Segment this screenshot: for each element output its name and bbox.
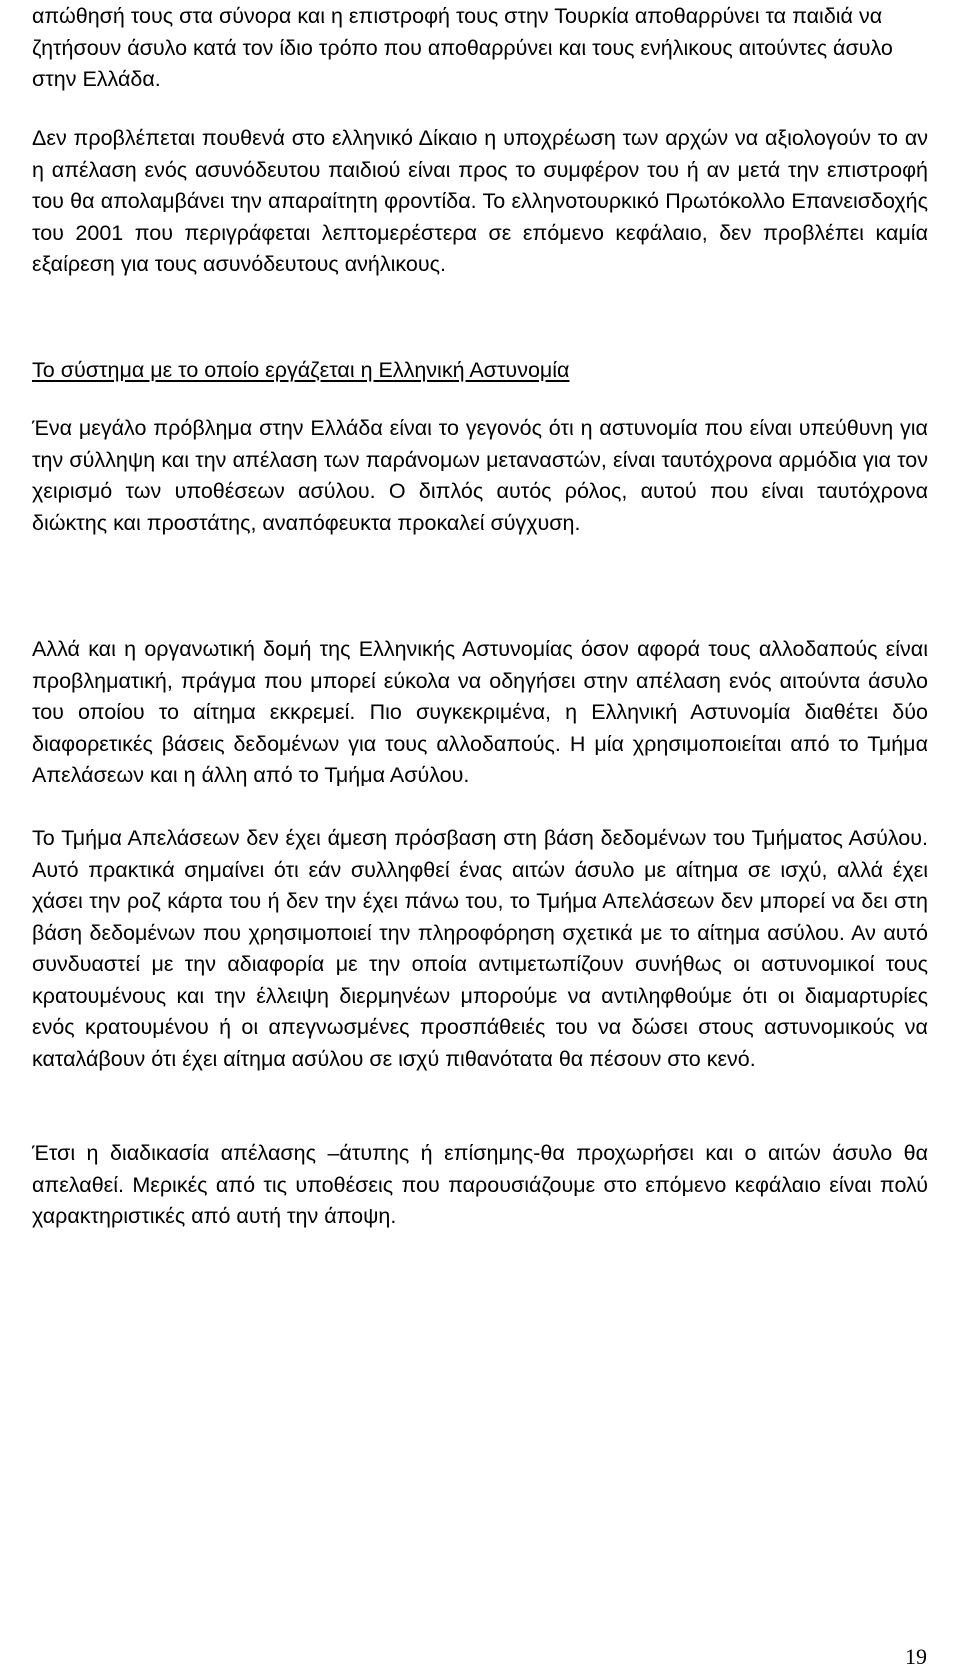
page-number: 19: [905, 1644, 927, 1669]
section-heading: Το σύστημα με το οποίο εργάζεται η Ελληνική Αστυνομία: [32, 358, 570, 382]
paragraph-5: Το Τμήμα Απελάσεων δεν έχει άμεση πρόσβαση στη βάση δεδομένων του Τμήματος Ασύλου. Αυτό πρακτικά σημαίνει ότι εάν συλληφθεί ένας αιτών άσυλο με αίτημα σε ισχύ, αλλά έχει χάσει την ροζ κάρτα του ή δεν την έχει πάνω του, το Τμήμα Απελάσεων δεν μπορεί να δει στη βάση δεδομένων που χρησιμοποιεί την πληροφόρηση σχετικά με το αίτημα ασύλου. Αν αυτό συνδυαστεί με την αδιαφορία με την οποία αντιμετωπίζουν συνήθως οι αστυνομικοί τους κρατουμένους και την έλλειψη διερμηνέων μπορούμε να αντιληφθούμε ότι οι διαμαρτυρίες ενός κρατουμένου ή οι απεγνωσμένες προσπάθειές του να δώσει στους αστυνομικούς να καταλάβουν ότι έχει αίτημα ασύλου σε ισχύ πιθανότατα θα πέσουν στο κενό.: [32, 826, 928, 1071]
paragraph-2: Δεν προβλέπεται πουθενά στο ελληνικό Δίκαιο η υποχρέωση των αρχών να αξιολογούν το αν η απέλαση ενός ασυνόδευτου παιδιού είναι προς το συμφέρον του ή αν μετά την επιστροφή του θα απολαμβάνει την απαραίτητη φροντίδα. Το ελληνοτουρκικό Πρωτόκολλο Επανεισδοχής του 2001 που περιγράφεται λεπτομερέστερα σε επόμενο κεφάλαιο, δεν προβλέπει καμία εξαίρεση για τους ασυνόδευτους ανήλικους.: [32, 126, 928, 276]
paragraph-1: απώθησή τους στα σύνορα και η επιστροφή τους στην Τουρκία αποθαρρύνει τα παιδιά να ζητήσουν άσυλο κατά τον ίδιο τρόπο που αποθαρρύνει και τους ενήλικους αιτούντες άσυλο στην Ελλάδα.: [32, 4, 893, 91]
paragraph-4: Αλλά και η οργανωτική δομή της Ελληνικής Αστυνομίας όσον αφορά τους αλλοδαπούς είναι προβληματική, πράγμα που μπορεί εύκολα να οδηγήσει στην απέλαση ενός αιτούντα άσυλο του οποίου το αίτημα εκκρεμεί. Πιο συγκεκριμένα, η Ελληνική Αστυνομία διαθέτει δύο διαφορετικές βάσεις δεδομένων για τους αλλοδαπούς. Η μία χρησιμοποιείται από το Τμήμα Απελάσεων και η άλλη από το Τμήμα Ασύλου.: [32, 637, 928, 787]
paragraph-3: Ένα μεγάλο πρόβλημα στην Ελλάδα είναι το γεγονός ότι η αστυνομία που είναι υπεύθυνη για την σύλληψη και την απέλαση των παράνομων μεταναστών, είναι ταυτόχρονα αρμόδια για τον χειρισμό των υποθέσεων ασύλου. Ο διπλός αυτός ρόλος, αυτού που είναι ταυτόχρονα διώκτης και προστάτης, αναπόφευκτα προκαλεί σύγχυση.: [32, 416, 928, 535]
paragraph-6: Έτσι η διαδικασία απέλασης –άτυπης ή επίσημης-θα προχωρήσει και ο αιτών άσυλο θα απελαθεί. Μερικές από τις υποθέσεις που παρουσιάζουμε στο επόμενο κεφάλαιο είναι πολύ χαρακτηριστικές από αυτή την άποψη.: [32, 1141, 928, 1228]
